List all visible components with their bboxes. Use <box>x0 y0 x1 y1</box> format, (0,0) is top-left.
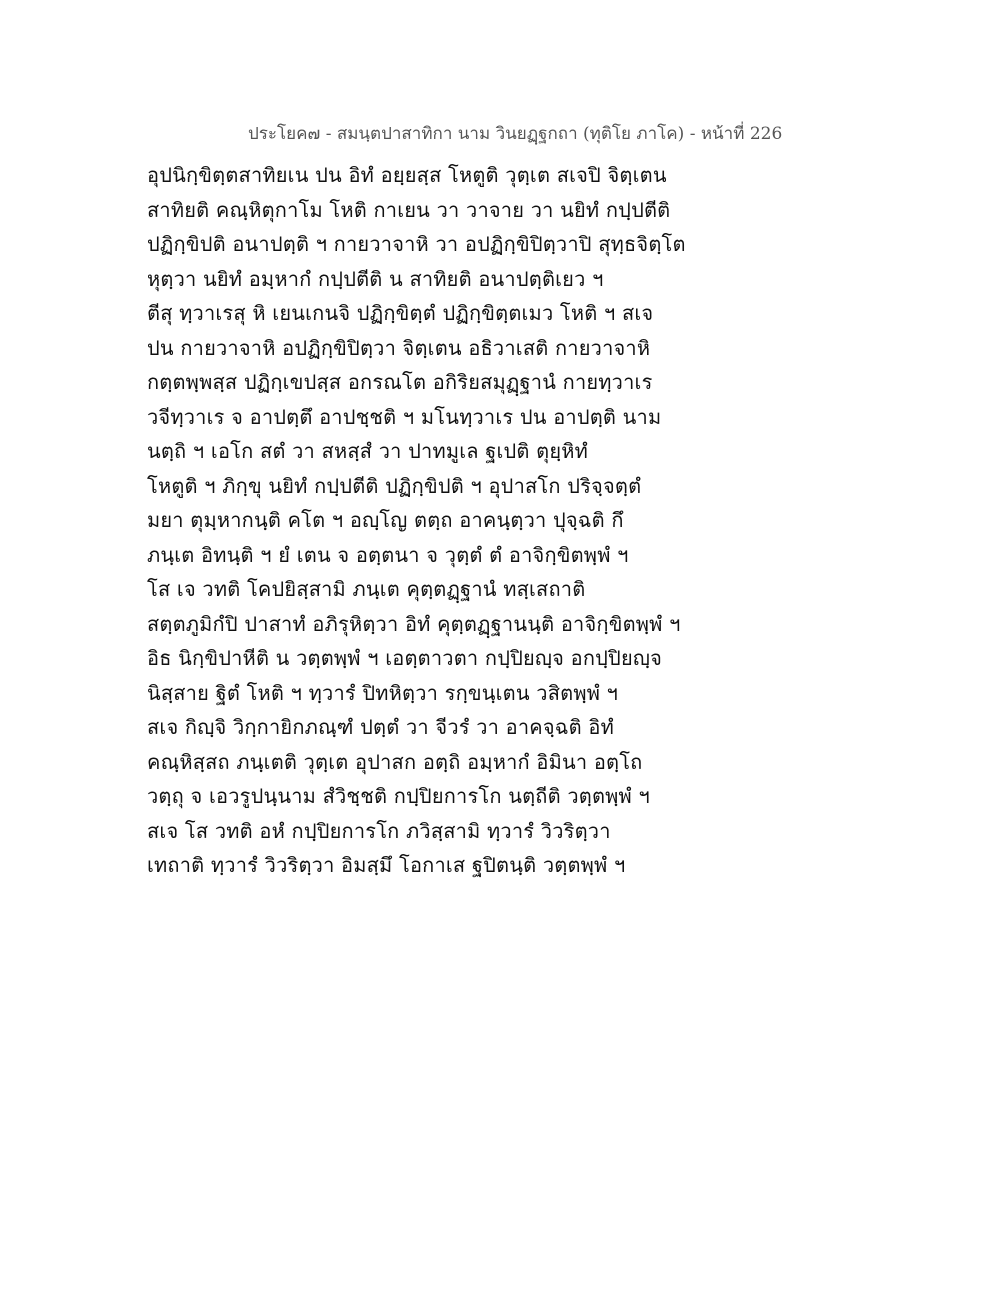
text-line: หุตฺวา นยิทํ อมฺหากํ กปฺปตีติ น สาทิยติ อนาปตฺติเยว ฯ <box>147 266 604 291</box>
text-line: มยา ตุมฺหากนฺติ คโต ฯ อญฺโญ ตตฺถ อาคนฺตฺวา ปุจฺฉติ กึ <box>147 508 624 532</box>
text-line: นิสฺสาย ฐิตํ โหติ ฯ ทฺวารํ ปิทหิตฺวา รกฺขนฺเตน วสิตพฺพํ ฯ <box>147 680 619 705</box>
text-line: ปน กายวาจาหิ อปฏิกฺขิปิตฺวา จิตฺเตน อธิวาเสติ กายวาจาหิ <box>147 335 651 360</box>
text-line: ตีสุ ทฺวาเรสุ หิ เยนเกนจิ ปฏิกฺขิตฺตํ ปฏิกฺขิตฺตเมว โหติ ฯ สเจ <box>147 301 654 325</box>
text-line: อิธ นิกฺขิปาหีติ น วตฺตพฺพํ ฯ เอตฺตาวตา กปฺปิยญฺจ อกปฺปิยญฺจ <box>147 646 663 670</box>
page-header: ประโยค๗ - สมนฺตปาสาทิกา นาม วินยฏฺฐกถา (ทุติโย ภาโค) - หน้าที่ 226 <box>248 124 783 144</box>
text-line: โหตูติ ฯ ภิกฺขุ นยิทํ กปฺปตีติ ปฏิกฺขิปติ ฯ อุปาสโก ปริจฺจตฺตํ <box>147 473 642 498</box>
text-line: ภนฺเต อิทนฺติ ฯ ยํ เตน จ อตฺตนา จ วุตฺตํ ตํ อาจิกฺขิตพฺพํ ฯ <box>147 542 629 567</box>
text-line: คณฺหิสฺสถ ภนฺเตติ วุตฺเต อุปาสก อตฺถิ อมฺหากํ อิมินา อตฺโถ <box>147 749 643 774</box>
text-line: ปฏิกฺขิปติ อนาปตฺติ ฯ กายวาจาหิ วา อปฏิกฺขิปิตฺวาปิ สุทฺธจิตฺโต <box>147 232 686 256</box>
text-line: สเจ โส วทติ อหํ กปฺปิยการโก ภวิสฺสามิ ทฺวารํ วิวริตฺวา <box>147 818 611 843</box>
text-line: สเจ กิญฺจิ วิกฺกายิกภณฺฑํ ปตฺตํ วา จีวรํ วา อาคจฺฉติ อิทํ <box>147 715 614 739</box>
text-line: นตฺถิ ฯ เอโก สตํ วา สหสฺสํ วา ปาทมูเล ฐเปติ ตุยฺหิทํ <box>147 439 589 463</box>
body-text <box>147 158 767 883</box>
text-line: โส เจ วทติ โคปยิสฺสามิ ภนฺเต คุตฺตฏฺฐานํ ทสฺเสถาติ <box>147 577 586 601</box>
text-line: สาทิยติ คณฺหิตุกาโม โหติ กาเยน วา วาจาย วา นยิทํ กปฺปตีติ <box>147 197 671 222</box>
text-line: วตฺถุ จ เอวรูปนฺนาม สํวิชฺชติ กปฺปิยการโก นตฺถีติ วตฺตพฺพํ ฯ <box>147 784 650 808</box>
text-line: กตฺตพฺพสฺส ปฏิกฺเขปสฺส อกรณโต อกิริยสมุฏฺฐานํ กายทฺวาเร <box>147 370 653 394</box>
text-line: เทถาติ ทฺวารํ วิวริตฺวา อิมสฺมึ โอกาเส ฐปิตนฺติ วตฺตพฺพํ ฯ <box>147 853 626 877</box>
text-line: วจีทฺวาเร จ อาปตฺตึ อาปชฺชติ ฯ มโนทฺวาเร ปน อาปตฺติ นาม <box>147 404 662 429</box>
text-line: สตฺตภูมิกํปิ ปาสาทํ อภิรุหิตฺวา อิทํ คุตฺตฏฺฐานนฺติ อาจิกฺขิตพฺพํ ฯ <box>147 611 681 636</box>
text-line: อุปนิกฺขิตฺตสาทิยเน ปน อิทํ อยฺยสฺส โหตูติ วุตฺเต สเจปิ จิตฺเตน <box>147 163 667 187</box>
